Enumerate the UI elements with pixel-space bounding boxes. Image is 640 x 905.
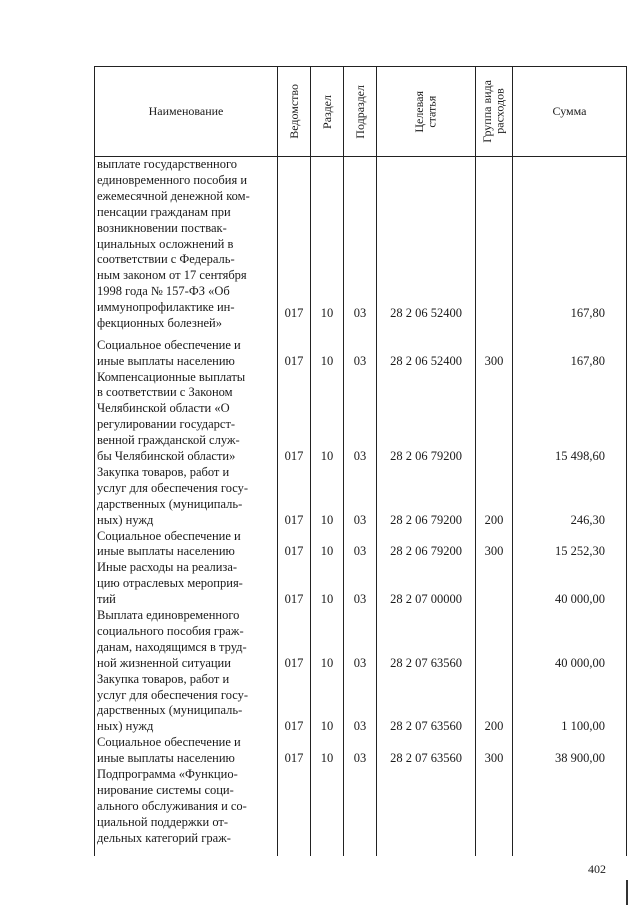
cell-podrazdel: 03 <box>353 751 367 766</box>
cell-podrazdel: 03 <box>353 544 367 559</box>
cell-gruppa: 300 <box>484 751 504 766</box>
cell-summa: 38 900,00 <box>555 751 605 766</box>
cell-razdel: 10 <box>320 449 334 463</box>
cell-summa: 167,80 <box>570 353 605 368</box>
cell-razdel: 10 <box>320 719 334 734</box>
cell-celevaya-statya: 28 2 06 79200 <box>390 544 462 559</box>
cell-podrazdel: 03 <box>353 512 367 527</box>
cell-celevaya-statya: 28 2 07 63560 <box>390 655 462 670</box>
cell-podrazdel: 03 <box>353 719 367 734</box>
table-row-name: Социальное обеспечение и иные выплаты населению <box>97 735 241 766</box>
cell-summa: 15 252,30 <box>555 544 605 559</box>
table-left-border <box>94 66 95 856</box>
header-razdel-text: Раздел <box>319 94 334 129</box>
header-name <box>95 67 277 156</box>
cell-celevaya-statya: 28 2 06 52400 <box>390 306 462 320</box>
header-summa <box>513 67 626 156</box>
cell-podrazdel: 03 <box>353 353 367 368</box>
cell-summa: 246,30 <box>570 512 605 527</box>
table-row-name: Социальное обеспечение и иные выплаты населению <box>97 528 241 559</box>
cell-vedomstvo: 017 <box>284 353 304 368</box>
cell-podrazdel: 03 <box>353 449 367 463</box>
header-summa-text: Сумма <box>552 104 587 118</box>
cell-celevaya-statya: 28 2 07 63560 <box>390 751 462 766</box>
cell-summa: 1 100,00 <box>561 719 605 734</box>
cell-vedomstvo: 017 <box>284 751 304 766</box>
cell-gruppa: 200 <box>484 719 504 734</box>
cell-summa: 167,80 <box>570 306 605 320</box>
header-name-text: Наименование <box>148 104 224 118</box>
table-row-name: Закупка товаров, работ и услуг для обеспечения госу- дарственных (муниципаль- ных) нужд <box>97 671 249 734</box>
cell-summa: 40 000,00 <box>555 592 605 607</box>
cell-razdel: 10 <box>320 751 334 766</box>
table-row-name: выплате государственного единовременного пособия и ежемесячной денежной ком- пенсации гражданам при возникновении поствак- цинальных осложнений в соответствии с Федераль- ным законом от 17 сентября 1998 года № 157-ФЗ «Об иммунопрофилактике ин- фекционных болезней» <box>97 157 250 331</box>
cell-summa: 15 498,60 <box>555 449 605 463</box>
cell-gruppa: 200 <box>484 512 504 527</box>
cell-podrazdel: 03 <box>353 306 367 320</box>
table-right-border <box>626 66 627 856</box>
header-podrazdel <box>344 67 376 156</box>
cell-celevaya-statya: 28 2 06 79200 <box>390 449 462 463</box>
table-row-name: Иные расходы на реализа- цию отраслевых мероприя- тий <box>97 560 243 607</box>
header-razdel <box>311 67 343 156</box>
header-vedomstvo-text: Ведомство <box>286 84 301 139</box>
col-divider-celevaya <box>475 66 476 856</box>
cell-celevaya-statya: 28 2 06 79200 <box>390 512 462 527</box>
cell-podrazdel: 03 <box>353 655 367 670</box>
table-row-name: Подпрограмма «Функцио- нирование системы соци- ального обслуживания и со- циальной поддержки от- дельных категорий граж- <box>97 767 247 845</box>
cell-razdel: 10 <box>320 512 334 527</box>
cell-summa: 40 000,00 <box>555 655 605 670</box>
cell-vedomstvo: 017 <box>284 512 304 527</box>
cell-celevaya-statya: 28 2 06 52400 <box>390 353 462 368</box>
cell-vedomstvo: 017 <box>284 544 304 559</box>
header-gruppa-text: Группа вида расходов <box>480 80 507 143</box>
cell-razdel: 10 <box>320 544 334 559</box>
cell-vedomstvo: 017 <box>284 655 304 670</box>
header-vedomstvo <box>278 67 310 156</box>
cell-vedomstvo: 017 <box>284 306 304 320</box>
cell-razdel: 10 <box>320 306 334 320</box>
cell-celevaya-statya: 28 2 07 00000 <box>390 592 462 607</box>
header-celevaya-statya <box>377 67 475 156</box>
table-row-name: Выплата единовременного социального пособия граж- данам, находящимся в труд- ной жизненной ситуации <box>97 608 247 670</box>
cell-gruppa: 300 <box>484 353 504 368</box>
header-podrazdel-text: Подраздел <box>352 84 367 139</box>
cell-razdel: 10 <box>320 592 334 607</box>
page-number: 402 <box>588 862 606 876</box>
cell-gruppa: 300 <box>484 544 504 559</box>
cell-podrazdel: 03 <box>353 592 367 607</box>
table-row-name: Социальное обеспечение и иные выплаты населению <box>97 337 241 368</box>
header-gruppa-vida-rashodov <box>476 67 512 156</box>
cell-vedomstvo: 017 <box>284 449 304 463</box>
cell-vedomstvo: 017 <box>284 592 304 607</box>
table-row-name: Закупка товаров, работ и услуг для обеспечения госу- дарственных (муниципаль- ных) нужд <box>97 464 249 527</box>
scan-edge-mark <box>626 880 628 905</box>
cell-razdel: 10 <box>320 655 334 670</box>
cell-vedomstvo: 017 <box>284 719 304 734</box>
cell-celevaya-statya: 28 2 07 63560 <box>390 719 462 734</box>
table-row-name: Компенсационные выплаты в соответствии с Законом Челябинской области «О регулировании государст- венной гражданской служ- бы Челябинской области» <box>97 369 246 464</box>
cell-razdel: 10 <box>320 353 334 368</box>
header-celevaya-statya-text: Целевая статья <box>412 90 439 133</box>
